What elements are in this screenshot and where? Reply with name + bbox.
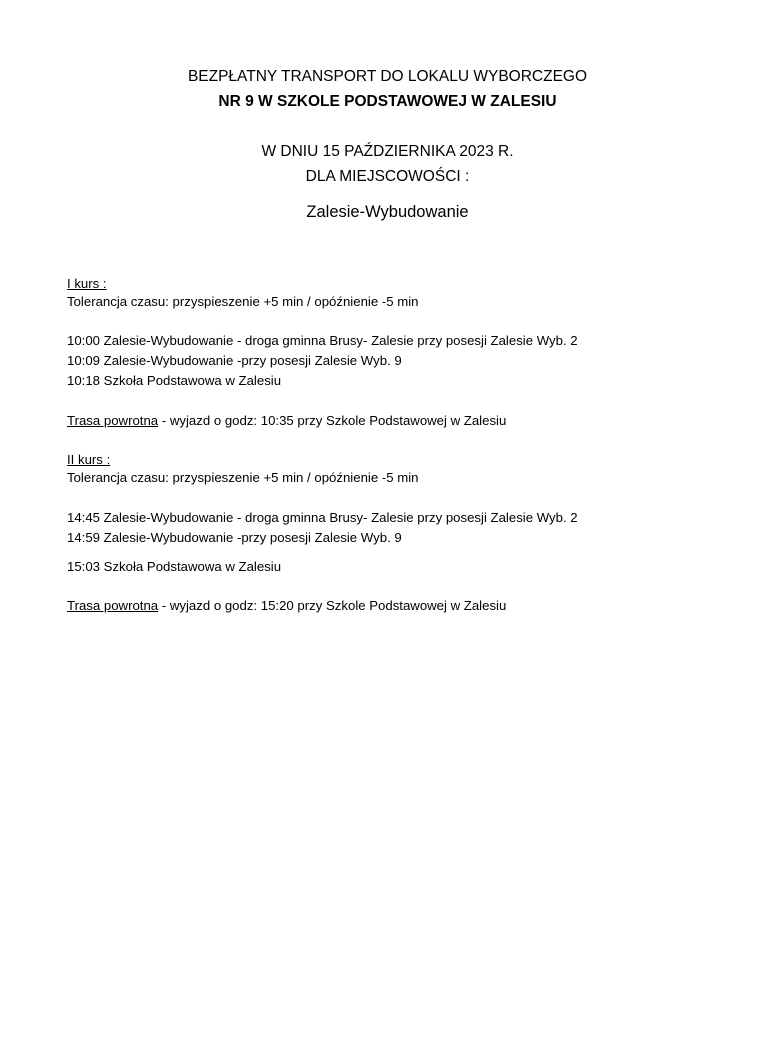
course-2-stop: 14:59 Zalesie-Wybudowanie -przy posesji Zalesie Wyb. 9 bbox=[67, 530, 402, 545]
course-1-stop: 10:18 Szkoła Podstawowa w Zalesiu bbox=[67, 373, 282, 388]
course-1-stop: 10:09 Zalesie-Wybudowanie -przy posesji Zalesie Wyb. 9 bbox=[67, 353, 402, 368]
return-label: Trasa powrotna bbox=[67, 413, 159, 428]
course-1-stop: 10:00 Zalesie-Wybudowanie - droga gminna Brusy- Zalesie przy posesji Zalesie Wyb. 2 bbox=[67, 333, 578, 348]
course-1-title: I kurs : bbox=[67, 276, 107, 291]
title-line-1: BEZPŁATNY TRANSPORT DO LOKALU WYBORCZEGO bbox=[187, 68, 588, 85]
course-2-title: II kurs : bbox=[67, 452, 111, 467]
return-label: Trasa powrotna bbox=[67, 598, 159, 613]
course-2-return bbox=[67, 597, 506, 615]
course-2-stop: 15:03 Szkoła Podstawowa w Zalesiu bbox=[67, 559, 282, 574]
place-name: Zalesie-Wybudowanie bbox=[306, 203, 469, 221]
title-line-2: NR 9 W SZKOLE PODSTAWOWEJ W ZALESIU bbox=[218, 93, 557, 110]
date-line: W DNIU 15 PAŹDZIERNIKA 2023 R. bbox=[261, 143, 514, 160]
course-2-tolerance: Tolerancja czasu: przyspieszenie +5 min / opóźnienie -5 min bbox=[67, 470, 419, 485]
return-text: - wyjazd o godz: 15:20 przy Szkole Podstawowej w Zalesiu bbox=[158, 598, 507, 613]
course-1-tolerance: Tolerancja czasu: przyspieszenie +5 min / opóźnienie -5 min bbox=[67, 294, 419, 309]
course-1-return bbox=[67, 412, 506, 430]
return-text: - wyjazd o godz: 10:35 przy Szkole Podstawowej w Zalesiu bbox=[158, 413, 507, 428]
course-2-stop: 14:45 Zalesie-Wybudowanie - droga gminna Brusy- Zalesie przy posesji Zalesie Wyb. 2 bbox=[67, 510, 578, 525]
for-label: DLA MIEJSCOWOŚCI : bbox=[305, 168, 470, 185]
